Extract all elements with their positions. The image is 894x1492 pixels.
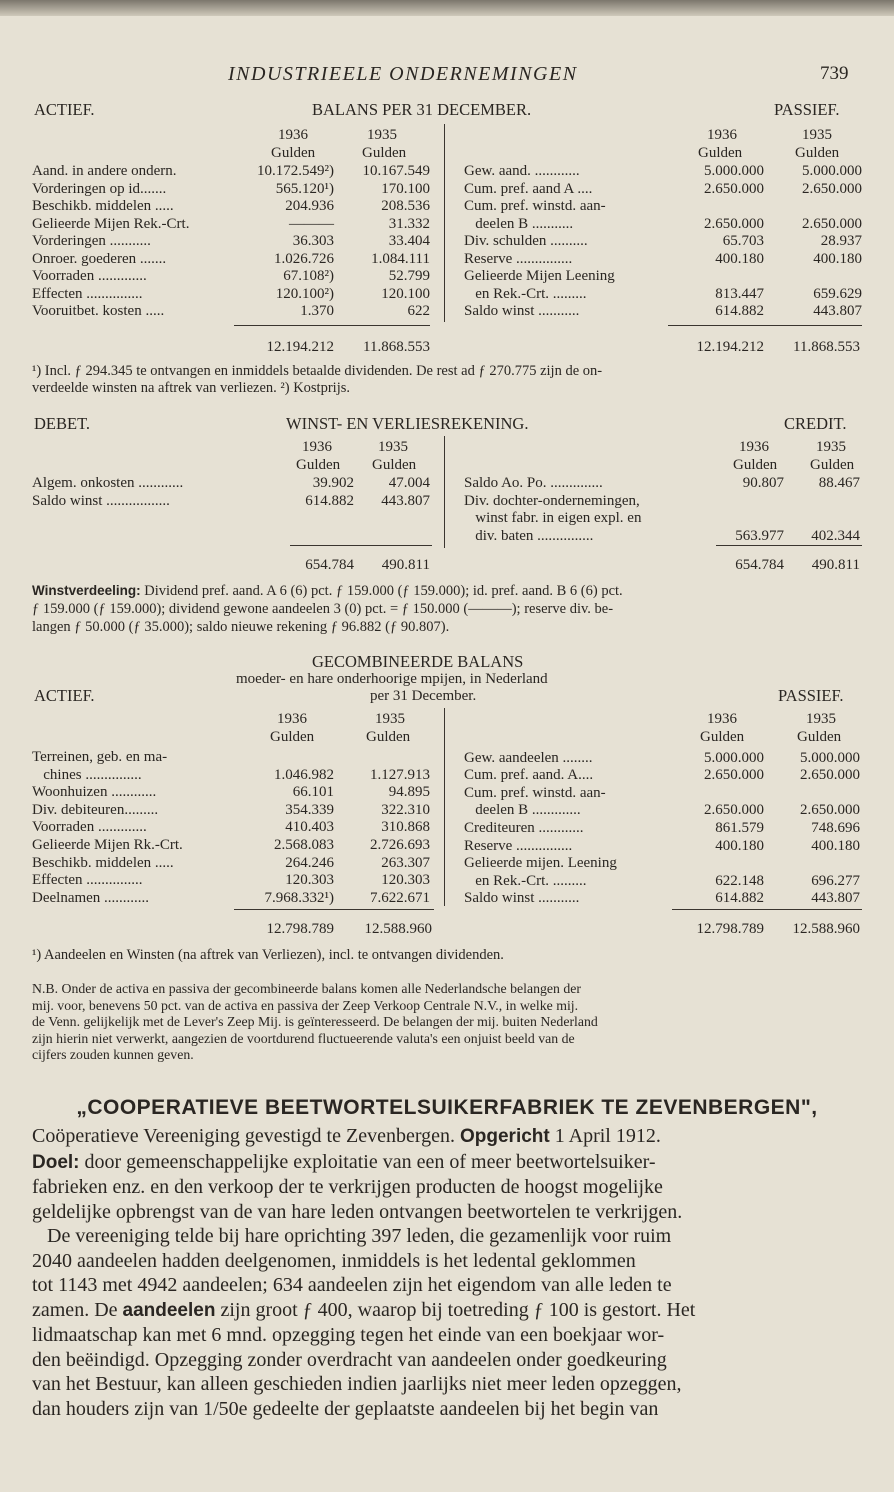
- row-label: Effecten ...............: [32, 285, 143, 302]
- value-1935: 443.807: [813, 303, 862, 319]
- total-1935: 12.588.960: [792, 921, 860, 937]
- value-1935: 5.000.000: [800, 749, 860, 766]
- value-1936: 2.568.083: [274, 837, 334, 853]
- value-1935: 31.332: [388, 215, 430, 232]
- row-label: Woonhuizen ............: [32, 784, 157, 801]
- value-1935: 2.650.000: [800, 802, 860, 819]
- nb-line: mij. voor, benevens 50 pct. van de activa en passiva der Zeep Verkoop Centrale N.V., in welke mij.: [32, 997, 579, 1013]
- value-1935: 400.180: [813, 250, 862, 267]
- total-rule: [716, 545, 862, 546]
- total-1935: 12.588.960: [364, 921, 432, 937]
- year-1936: 1936: [302, 439, 332, 455]
- value-1935: 28.937: [820, 233, 862, 249]
- unit-label: Gulden: [366, 729, 411, 745]
- value-1935: 443.807: [811, 890, 860, 907]
- unit-label: Gulden: [362, 145, 407, 161]
- value-1936: 204.936: [285, 198, 334, 214]
- total-1936: 12.798.789: [696, 921, 764, 937]
- row-label: Cum. pref. aand. A....: [464, 767, 594, 784]
- value-1935: 120.100: [381, 285, 430, 302]
- row-label: deelen B .............: [464, 802, 581, 819]
- company-description: [32, 1124, 862, 1421]
- value-1935: 310.868: [381, 819, 430, 836]
- row-label: div. baten ...............: [464, 527, 594, 544]
- footnote: ¹) Aandeelen en Winsten (na aftrek van Verliezen), incl. te ontvangen dividenden.: [32, 947, 504, 963]
- row-label: Cum. pref. aand A ....: [464, 180, 593, 197]
- row-label: Saldo winst .................: [32, 492, 170, 509]
- value-1936: 10.172.549²): [257, 163, 334, 179]
- winstverdeeling-text: Dividend pref. aand. A 6 (6) pct. ƒ 159.000 (ƒ 159.000); id. pref. aand. B 6 (6) pct.: [140, 583, 623, 599]
- footnote: verdeelde winsten na aftrek van verliezen. ²) Kostprijs.: [32, 380, 350, 396]
- unit-label: Gulden: [698, 145, 743, 161]
- desc-text: 2040 aandeelen hadden deelgenomen, inmiddels is het ledental geklommen: [32, 1249, 636, 1272]
- value-1935: 88.467: [818, 475, 860, 491]
- value-1936: 614.882: [715, 303, 764, 319]
- gecomb-title: GECOMBINEERDE BALANS: [312, 652, 524, 671]
- winstverdeeling-text: ƒ 159.000 (ƒ 159.000); dividend gewone aandeelen 3 (0) pct. = ƒ 150.000 (———); reserve div. be-: [32, 601, 614, 617]
- unit-label: Gulden: [700, 729, 745, 745]
- value-1935: 208.536: [381, 198, 430, 214]
- value-1935: 2.650.000: [802, 215, 862, 232]
- desc-text: van het Bestuur, kan alleen geschieden indien jaarlijks niet meer leden opzeggen,: [32, 1373, 682, 1395]
- row-label: Beschikb. middelen .....: [32, 854, 174, 871]
- actief-heading: ACTIEF.: [34, 686, 95, 705]
- value-1935: 2.650.000: [800, 767, 860, 784]
- total-1935: 490.811: [811, 557, 860, 573]
- total-rule: [290, 545, 432, 546]
- unit-label: Gulden: [372, 457, 417, 473]
- year-1935: 1935: [802, 127, 832, 143]
- value-1936: 563.977: [735, 527, 784, 544]
- passief-heading: PASSIEF.: [778, 686, 844, 705]
- nb-line: de Venn. gelijkelijk met de Lever's Zeep Mij. is geïnteresseerd. De belangen der mij. buiten Nederland: [32, 1014, 598, 1030]
- value-1936: 5.000.000: [704, 163, 764, 179]
- desc-text: fabrieken enz. en den verkoop der te verkrijgen producten de hoogst mogelijke: [32, 1176, 663, 1198]
- desc-text: lidmaatschap kan met 6 mnd. opzegging tegen het einde van een boekjaar wor-: [32, 1324, 665, 1346]
- row-label: Reserve ...............: [464, 837, 573, 854]
- row-label: Effecten ...............: [32, 872, 143, 889]
- actief-heading: ACTIEF.: [34, 100, 95, 119]
- desc-text: zijn groot ƒ 400, waarop bij toetreding ƒ 100 is gestort. Het: [215, 1298, 696, 1321]
- value-1935: 33.404: [388, 233, 430, 249]
- value-1936: 410.403: [285, 819, 334, 836]
- value-1936: 861.579: [715, 820, 764, 836]
- value-1935: 2.726.693: [370, 837, 430, 853]
- winst-title: WINST- EN VERLIESREKENING.: [286, 414, 529, 433]
- total-1936: 654.784: [735, 557, 784, 573]
- row-label: Vorderingen op id.......: [32, 180, 167, 197]
- value-1936: 1.026.726: [274, 250, 334, 267]
- doel-label: Doel:: [32, 1151, 80, 1173]
- value-1935: 402.344: [811, 527, 860, 544]
- total-rule: [672, 909, 862, 910]
- row-label: chines ...............: [32, 766, 142, 783]
- row-label: Onroer. goederen .......: [32, 250, 167, 267]
- value-1935: 2.650.000: [802, 180, 862, 197]
- year-1935: 1935: [367, 127, 397, 143]
- total-1935: 11.868.553: [363, 339, 430, 355]
- desc-text: door gemeenschappelijke exploitatie van een of meer beetwortelsuiker-: [79, 1150, 656, 1173]
- value-1936: 565.120¹): [275, 180, 334, 197]
- row-label: Gelieerde Mijen Rek.-Crt.: [32, 215, 190, 232]
- nb-line: N.B. Onder de activa en passiva der gecombineerde balans komen alle Nederlandsche belangen der: [32, 981, 581, 996]
- row-label: Reserve ...............: [464, 250, 573, 267]
- value-1936: 354.339: [285, 801, 334, 818]
- value-1935: 622: [407, 303, 430, 319]
- year-1936: 1936: [707, 711, 737, 727]
- nb-line: cijfers zouden kunnen geven.: [32, 1047, 194, 1063]
- value-1936: ———: [289, 215, 334, 232]
- unit-label: Gulden: [797, 729, 842, 745]
- row-label: Terreinen, geb. en ma-: [32, 749, 168, 765]
- row-label: Gew. aand. ............: [464, 163, 580, 179]
- value-1935: 47.004: [388, 475, 430, 491]
- value-1936: 400.180: [715, 250, 764, 267]
- desc-text: geldelijke opbrengst van de van hare leden ontvangen beetwortelen te verkrijgen.: [32, 1200, 683, 1223]
- nb-line: zijn hierin niet verwerkt, aangezien de voortdurend fluctueerende valuta's een onjuist beeld van de: [32, 1030, 575, 1046]
- value-1935: 1.084.111: [371, 250, 430, 267]
- value-1936: 5.000.000: [704, 749, 764, 766]
- desc-text: den beëindigd. Opzegging zonder overdracht van aandeelen onder goedkeuring: [32, 1348, 667, 1371]
- total-rule: [668, 325, 862, 326]
- row-label: Gelieerde Mijen Leening: [464, 268, 615, 284]
- row-label: Saldo Ao. Po. ..............: [464, 475, 603, 491]
- value-1936: 67.108²): [283, 268, 334, 284]
- winstverdeeling-text: langen ƒ 50.000 (ƒ 35.000); saldo nieuwe rekening ƒ 96.882 (ƒ 90.807).: [32, 619, 450, 635]
- value-1935: 7.622.671: [370, 889, 430, 906]
- value-1936: 90.807: [742, 475, 784, 491]
- value-1935: 170.100: [381, 180, 430, 197]
- unit-label: Gulden: [795, 145, 840, 161]
- row-label: Saldo winst ...........: [464, 303, 580, 319]
- year-1935: 1935: [806, 711, 836, 727]
- page-number: 739: [820, 63, 849, 84]
- value-1935: 748.696: [811, 820, 860, 836]
- total-1936: 12.798.789: [266, 921, 334, 937]
- desc-text: tot 1143 met 4942 aandeelen; 634 aandeelen zijn het eigendom van alle leden te: [32, 1274, 672, 1296]
- value-1935: 5.000.000: [802, 163, 862, 179]
- value-1936: 1.046.982: [274, 766, 334, 783]
- row-label: Voorraden .............: [32, 819, 147, 836]
- scan-edge: [0, 0, 894, 16]
- value-1935: 10.167.549: [362, 163, 430, 179]
- row-label: Aand. in andere ondern.: [32, 163, 177, 179]
- gecomb-subtitle: per 31 December.: [370, 688, 477, 704]
- unit-label: Gulden: [270, 729, 315, 745]
- total-1935: 490.811: [381, 557, 430, 573]
- column-divider: [444, 124, 445, 322]
- year-1935: 1935: [816, 439, 846, 455]
- row-label: Gelieerde Mijen Rk.-Crt.: [32, 837, 183, 853]
- value-1936: 614.882: [305, 492, 354, 509]
- year-1936: 1936: [278, 127, 308, 143]
- row-label: Div. debiteuren.........: [32, 801, 159, 818]
- row-label: Saldo winst ...........: [464, 890, 580, 907]
- row-label: Beschikb. middelen .....: [32, 198, 174, 214]
- row-label: deelen B ...........: [464, 215, 574, 232]
- value-1935: 322.310: [381, 801, 430, 818]
- unit-label: Gulden: [733, 457, 778, 473]
- company-title: „COOPERATIEVE BEETWORTELSUIKERFABRIEK TE ZEVENBERGEN",: [76, 1096, 818, 1119]
- value-1936: 264.246: [285, 854, 334, 871]
- year-1936: 1936: [739, 439, 769, 455]
- opgericht-label: Opgericht: [460, 1126, 550, 1147]
- winstverdeeling: [32, 584, 623, 599]
- value-1936: 120.100²): [275, 285, 334, 302]
- total-1936: 12.194.212: [266, 339, 334, 355]
- value-1936: 622.148: [715, 872, 764, 889]
- year-1936: 1936: [707, 127, 737, 143]
- column-divider: [444, 708, 445, 906]
- value-1935: 52.799: [388, 268, 430, 284]
- value-1936: 2.650.000: [704, 215, 764, 232]
- page-title: INDUSTRIEELE ONDERNEMINGEN: [228, 63, 578, 85]
- year-1936: 1936: [277, 711, 307, 727]
- row-label: Crediteuren ............: [464, 820, 584, 836]
- column-divider: [444, 436, 445, 548]
- value-1935: 1.127.913: [370, 766, 430, 783]
- gecomb-subtitle: moeder- en hare onderhoorige mpijen, in Nederland: [236, 671, 548, 687]
- value-1936: 400.180: [715, 837, 764, 854]
- unit-label: Gulden: [810, 457, 855, 473]
- row-label: Gew. aandeelen ........: [464, 749, 593, 766]
- row-label: Gelieerde mijen. Leening: [464, 855, 617, 872]
- value-1936: 614.882: [715, 890, 764, 907]
- total-1935: 11.868.553: [793, 339, 860, 355]
- balans-title: BALANS PER 31 DECEMBER.: [312, 100, 532, 119]
- row-label: Cum. pref. winstd. aan-: [464, 198, 606, 214]
- row-label: Voorraden .............: [32, 268, 147, 284]
- value-1936: 65.703: [722, 233, 764, 249]
- aandeelen-label: aandeelen: [122, 1299, 216, 1321]
- row-label: Vooruitbet. kosten .....: [32, 303, 165, 319]
- value-1936: 1.370: [300, 303, 334, 319]
- desc-text: Coöperatieve Vereeniging gevestigd te Zevenbergen.: [32, 1125, 460, 1147]
- value-1936: 66.101: [292, 784, 334, 801]
- winstverdeeling-label: Winstverdeeling:: [32, 583, 141, 598]
- desc-text: 1 April 1912.: [549, 1125, 661, 1147]
- credit-heading: CREDIT.: [784, 414, 847, 433]
- row-label: winst fabr. in eigen expl. en: [464, 510, 642, 526]
- debet-heading: DEBET.: [34, 414, 91, 433]
- desc-text: dan houders zijn van 1/50e gedeelte der geplaatste aandeelen bij het begin van: [32, 1397, 659, 1420]
- desc-text: De vereeniging telde bij hare oprichting 397 leden, die gezamenlijk voor ruim: [32, 1225, 672, 1247]
- year-1935: 1935: [375, 711, 405, 727]
- row-label: Div. dochter-ondernemingen,: [464, 492, 640, 509]
- row-label: Vorderingen ...........: [32, 233, 151, 249]
- value-1936: 39.902: [312, 475, 354, 491]
- value-1935: 659.629: [813, 285, 862, 302]
- total-rule: [234, 325, 430, 326]
- row-label: en Rek.-Crt. .........: [464, 285, 587, 302]
- value-1936: 120.303: [285, 872, 334, 889]
- total-1936: 12.194.212: [696, 339, 764, 355]
- value-1936: 7.968.332¹): [264, 889, 334, 906]
- value-1935: 443.807: [381, 492, 430, 509]
- desc-text: zamen. De: [32, 1298, 123, 1321]
- row-label: Deelnamen ............: [32, 889, 150, 906]
- unit-label: Gulden: [271, 145, 316, 161]
- total-1936: 654.784: [305, 557, 354, 573]
- value-1936: 813.447: [715, 285, 764, 302]
- value-1935: 696.277: [811, 872, 860, 889]
- passief-heading: PASSIEF.: [774, 100, 840, 119]
- value-1936: 2.650.000: [704, 767, 764, 784]
- value-1936: 2.650.000: [704, 802, 764, 819]
- row-label: Div. schulden ..........: [464, 233, 588, 249]
- value-1936: 2.650.000: [704, 180, 764, 197]
- unit-label: Gulden: [296, 457, 341, 473]
- value-1935: 400.180: [811, 837, 860, 854]
- row-label: Algem. onkosten ............: [32, 475, 184, 491]
- value-1935: 263.307: [381, 854, 430, 871]
- value-1935: 120.303: [381, 872, 430, 889]
- total-rule: [234, 909, 434, 910]
- footnote: ¹) Incl. ƒ 294.345 te ontvangen en inmiddels betaalde dividenden. De rest ad ƒ 270.775 zijn de on-: [32, 363, 603, 379]
- value-1935: 94.895: [388, 784, 430, 801]
- row-label: en Rek.-Crt. .........: [464, 872, 587, 889]
- value-1936: 36.303: [292, 233, 334, 249]
- year-1935: 1935: [378, 439, 408, 455]
- row-label: Cum. pref. winstd. aan-: [464, 784, 606, 801]
